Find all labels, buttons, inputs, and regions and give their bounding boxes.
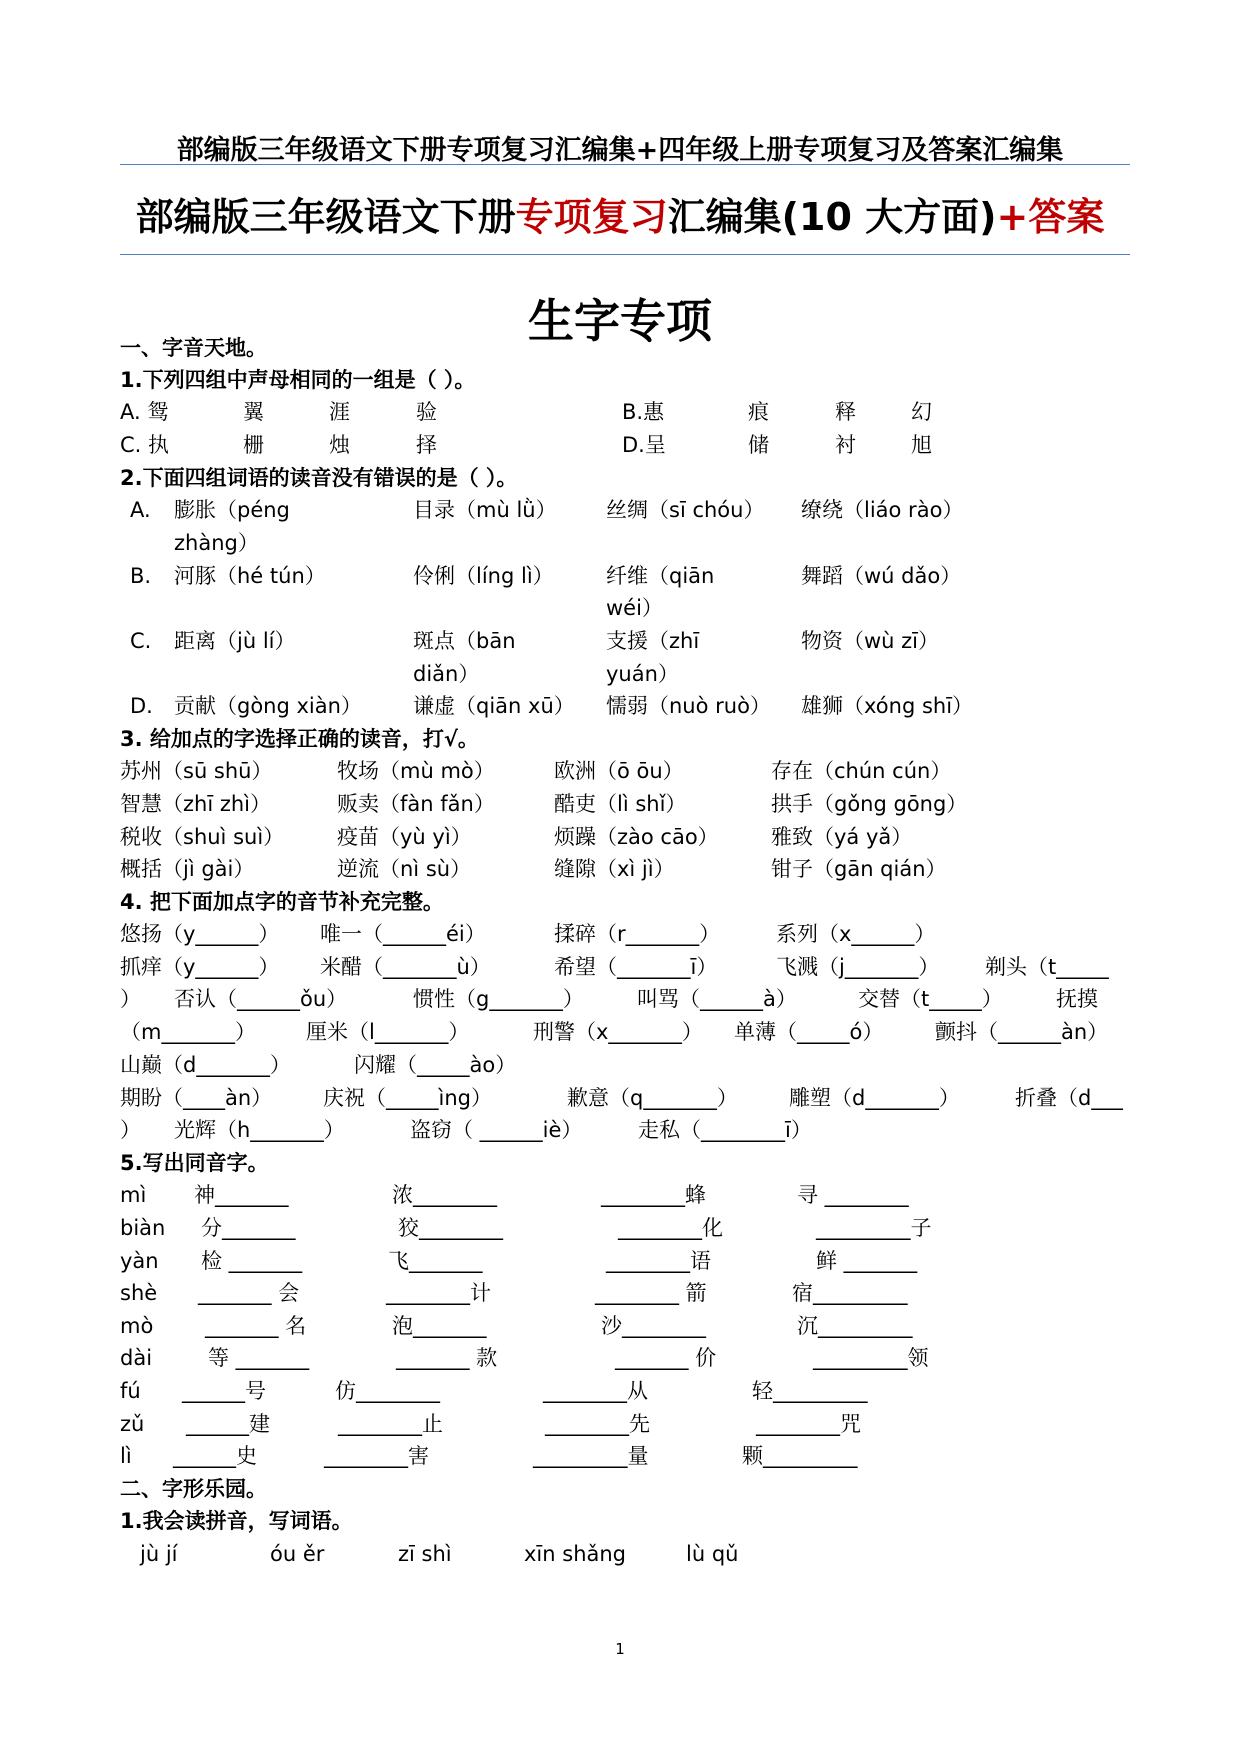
worksheet-text: 寻 ________ xyxy=(797,1183,909,1207)
title-divider xyxy=(120,254,1130,255)
worksheet-text: biàn xyxy=(120,1216,166,1240)
worksheet-text: shè xyxy=(120,1281,158,1305)
worksheet-line xyxy=(0,1342,1240,1375)
worksheet-text: 伶俐（líng lì） xyxy=(413,564,554,588)
page-number: 1 xyxy=(615,1640,625,1658)
worksheet-text: lù qǔ xyxy=(686,1542,739,1566)
worksheet-text: 雕塑（d_______） xyxy=(789,1086,960,1110)
worksheet-line xyxy=(0,1049,1240,1082)
worksheet-text: 欧洲（ō ōu） xyxy=(554,759,684,783)
worksheet-text: 叫骂（______à） xyxy=(637,987,797,1011)
worksheet-line xyxy=(0,1179,1240,1212)
worksheet-text: 雄狮（xóng shī） xyxy=(801,694,974,718)
worksheet-text: 抓痒（y______） xyxy=(120,955,280,979)
worksheet-text: ________咒 xyxy=(756,1412,861,1436)
worksheet-line xyxy=(0,788,1240,821)
worksheet-line xyxy=(0,1082,1240,1115)
worksheet-text: 缝隙（xì jì） xyxy=(554,857,675,881)
worksheet-text: 烛 xyxy=(329,433,350,457)
worksheet-text: 沉_________ xyxy=(797,1314,913,1338)
worksheet-line xyxy=(0,1147,1240,1180)
worksheet-text: _________领 xyxy=(813,1346,929,1370)
worksheet-text: ______史 xyxy=(173,1444,257,1468)
title-highlight: 专项复习 xyxy=(515,195,668,239)
worksheet-text: 唯一（______éi） xyxy=(320,922,486,946)
worksheet-text: 鲜 _______ xyxy=(816,1249,918,1273)
worksheet-text: ______建 xyxy=(186,1412,270,1436)
worksheet-text: ________先 xyxy=(545,1412,650,1436)
worksheet-line xyxy=(0,1016,1240,1049)
worksheet-text: 翼 xyxy=(243,400,264,424)
worksheet-line xyxy=(0,396,1240,429)
worksheet-text: 山巅（d_______） xyxy=(120,1053,291,1077)
worksheet-line xyxy=(0,755,1240,788)
worksheet-line xyxy=(0,625,1240,658)
worksheet-text: 颗_________ xyxy=(742,1444,858,1468)
worksheet-text: 沙________ xyxy=(601,1314,706,1338)
worksheet-text: yàn xyxy=(120,1249,159,1273)
question-heading: 1.我会读拼音，写词语。 xyxy=(120,1509,353,1533)
worksheet-line xyxy=(0,1375,1240,1408)
worksheet-text: 希望（_______ī） xyxy=(554,955,718,979)
worksheet-text: zhàng） xyxy=(174,531,259,555)
worksheet-line xyxy=(0,527,1240,560)
worksheet-text: 否认（______ǒu） xyxy=(174,987,348,1011)
worksheet-line xyxy=(0,853,1240,886)
question-heading: 2.下面四组词语的读音没有错误的是（ ）。 xyxy=(120,466,518,490)
title-part-c: 汇编集(10 大方面) xyxy=(667,195,997,239)
worksheet-line xyxy=(0,364,1240,397)
worksheet-text: 概括（jì gài） xyxy=(120,857,255,881)
worksheet-text: 疫苗（yù yì） xyxy=(337,825,472,849)
worksheet-text: 检 _______ xyxy=(201,1249,303,1273)
worksheet-line xyxy=(0,1310,1240,1343)
worksheet-text: 系列（x______） xyxy=(776,922,936,946)
worksheet-text: 厘米（l_______） xyxy=(306,1020,470,1044)
worksheet-line xyxy=(0,886,1240,919)
worksheet-text: 神_______ xyxy=(194,1183,289,1207)
worksheet-text: 择 xyxy=(416,433,437,457)
worksheet-text: 盗窃（ ______iè） xyxy=(410,1118,583,1142)
worksheet-text: 揉碎（r_______） xyxy=(554,922,721,946)
worksheet-text: 膨胀（péng xyxy=(174,498,290,522)
worksheet-line xyxy=(0,1277,1240,1310)
worksheet-text: 分_______ xyxy=(201,1216,296,1240)
worksheet-text: 贡献（gòng xiàn） xyxy=(174,694,362,718)
worksheet-text: 泡_______ xyxy=(392,1314,487,1338)
worksheet-text: diǎn） xyxy=(413,662,480,686)
worksheet-text: ________蜂 xyxy=(601,1183,706,1207)
document-header: 部编版三年级语文下册专项复习汇编集+四年级上册专项复习及答案汇编集 xyxy=(176,135,1064,166)
worksheet-text: jù jí xyxy=(140,1542,178,1566)
question-heading: 5.写出同音字。 xyxy=(120,1151,269,1175)
worksheet-text: _______ 价 xyxy=(615,1346,717,1370)
question-heading: 二、字形乐园。 xyxy=(120,1477,267,1501)
worksheet-text: ________语 xyxy=(606,1249,711,1273)
worksheet-line xyxy=(0,1440,1240,1473)
worksheet-text: 抚摸 xyxy=(1056,987,1098,1011)
worksheet-text: 丝绸（sī chóu） xyxy=(606,498,765,522)
worksheet-text: 仿________ xyxy=(335,1379,440,1403)
worksheet-line xyxy=(0,462,1240,495)
worksheet-text: mì xyxy=(120,1183,147,1207)
worksheet-text: ________化 xyxy=(618,1216,723,1240)
worksheet-line xyxy=(0,658,1240,691)
worksheet-text: óu ěr xyxy=(270,1542,325,1566)
worksheet-text: 缭绕（liáo rào） xyxy=(801,498,964,522)
worksheet-text: ） xyxy=(120,1118,141,1142)
worksheet-text: ________ 箭 xyxy=(595,1281,707,1305)
worksheet-text: 谦虚（qiān xū） xyxy=(413,694,575,718)
worksheet-text: 闪耀（_____ào） xyxy=(354,1053,517,1077)
worksheet-line xyxy=(0,1505,1240,1538)
worksheet-text: C. 执 xyxy=(120,433,170,457)
worksheet-text: B.惠 xyxy=(622,400,665,424)
worksheet-text: 飞溅（j_______） xyxy=(776,955,940,979)
worksheet-text: zǔ xyxy=(120,1412,145,1436)
worksheet-text: zī shì xyxy=(398,1542,452,1566)
worksheet-text: 纤维（qiān xyxy=(606,564,715,588)
worksheet-text: 单薄（_____ó） xyxy=(734,1020,884,1044)
worksheet-text: 轻_________ xyxy=(752,1379,868,1403)
worksheet-line xyxy=(0,983,1240,1016)
worksheet-text: 存在（chún cún） xyxy=(771,759,952,783)
worksheet-text: D.呈 xyxy=(622,433,666,457)
worksheet-text: 米醋（_______ù） xyxy=(320,955,491,979)
worksheet-text: yuán） xyxy=(606,662,679,686)
worksheet-line xyxy=(0,690,1240,723)
worksheet-text: 折叠（d___ xyxy=(1015,1086,1123,1110)
worksheet-text: 支援（zhī xyxy=(606,629,700,653)
worksheet-text: 旭 xyxy=(911,433,932,457)
worksheet-text: 期盼（____àn） xyxy=(120,1086,273,1110)
worksheet-line xyxy=(0,1245,1240,1278)
worksheet-text: 钳子（gān qián） xyxy=(771,857,947,881)
worksheet-text: 释 xyxy=(835,400,856,424)
worksheet-text: 狡________ xyxy=(398,1216,503,1240)
worksheet-text: ________止 xyxy=(338,1412,443,1436)
worksheet-text: lì xyxy=(120,1444,132,1468)
worksheet-text: 智慧（zhī zhì） xyxy=(120,792,272,816)
worksheet-text: _________量 xyxy=(533,1444,649,1468)
worksheet-text: 河豚（hé tún） xyxy=(174,564,326,588)
title-part-a: 部编版三年级语文下册 xyxy=(135,195,516,239)
worksheet-line xyxy=(0,332,1240,365)
worksheet-text: 颤抖（______àn） xyxy=(935,1020,1109,1044)
worksheet-text: 目录（mù lǜ） xyxy=(413,498,557,522)
worksheet-text: 栅 xyxy=(243,433,264,457)
worksheet-text: 舞蹈（wú dǎo） xyxy=(801,564,962,588)
worksheet-text: ________计 xyxy=(386,1281,491,1305)
worksheet-line xyxy=(0,494,1240,527)
worksheet-text: ________从 xyxy=(543,1379,648,1403)
worksheet-text: dài xyxy=(120,1346,153,1370)
worksheet-text: 走私（________ī） xyxy=(638,1118,812,1142)
worksheet-line xyxy=(0,1408,1240,1441)
worksheet-text: 衬 xyxy=(835,433,856,457)
worksheet-line xyxy=(0,1212,1240,1245)
worksheet-text: （m_______） xyxy=(120,1020,256,1044)
worksheet-text: 等 _______ xyxy=(208,1346,310,1370)
worksheet-text: 惯性（g_______） xyxy=(413,987,584,1011)
worksheet-text: 痕 xyxy=(748,400,769,424)
worksheet-text: 酷吏（lì shǐ） xyxy=(554,792,687,816)
worksheet-text: 烦躁（zào cāo） xyxy=(554,825,719,849)
worksheet-text: _______ 会 xyxy=(198,1281,300,1305)
worksheet-text: 刑警（x_______） xyxy=(533,1020,703,1044)
worksheet-line xyxy=(0,918,1240,951)
worksheet-text: mò xyxy=(120,1314,154,1338)
question-heading: 4. 把下面加点字的音节补充完整。 xyxy=(120,890,444,914)
worksheet-line xyxy=(0,1473,1240,1506)
worksheet-text: 幻 xyxy=(911,400,932,424)
worksheet-text: 距离（jù lí） xyxy=(174,629,296,653)
worksheet-line xyxy=(0,429,1240,462)
worksheet-text: fú xyxy=(120,1379,141,1403)
worksheet-text: A. 鸳 xyxy=(120,400,169,424)
worksheet-text: D. xyxy=(130,694,153,718)
worksheet-text: 剃头（t_____ xyxy=(985,955,1109,979)
worksheet-line xyxy=(0,821,1240,854)
worksheet-text: _______ 款 xyxy=(396,1346,498,1370)
worksheet-text: ） xyxy=(120,987,141,1011)
worksheet-text: B. xyxy=(130,564,152,588)
worksheet-line xyxy=(0,1538,1240,1571)
worksheet-text: 牧场（mù mò） xyxy=(337,759,495,783)
worksheet-text: 储 xyxy=(748,433,769,457)
worksheet-text: 拱手（gǒng gōng） xyxy=(771,792,968,816)
worksheet-line xyxy=(0,1114,1240,1147)
worksheet-text: 物资（wù zī） xyxy=(801,629,940,653)
worksheet-text: 斑点（bān xyxy=(413,629,516,653)
worksheet-text: 飞_______ xyxy=(388,1249,483,1273)
worksheet-line xyxy=(0,723,1240,756)
worksheet-line xyxy=(0,592,1240,625)
worksheet-text: 验 xyxy=(416,400,437,424)
worksheet-text: 雅致（yá yǎ） xyxy=(771,825,913,849)
worksheet-text: 浓________ xyxy=(392,1183,497,1207)
worksheet-text: xīn shǎng xyxy=(524,1542,627,1566)
question-heading: 一、字音天地。 xyxy=(120,336,267,360)
worksheet-text: 交替（t_____） xyxy=(858,987,1003,1011)
worksheet-text: 苏州（sū shū） xyxy=(120,759,273,783)
worksheet-text: C. xyxy=(130,629,152,653)
worksheet-text: A. xyxy=(130,498,151,522)
worksheet-text: 光辉（h_______） xyxy=(174,1118,345,1142)
worksheet-text: 涯 xyxy=(329,400,350,424)
worksheet-text: 庆祝（_____ìng） xyxy=(323,1086,492,1110)
worksheet-text: _________子 xyxy=(816,1216,932,1240)
question-heading: 1.下列四组中声母相同的一组是（ ）。 xyxy=(120,368,476,392)
worksheet-text: 贩卖（fàn fǎn） xyxy=(337,792,495,816)
worksheet-text: wéi） xyxy=(606,596,663,620)
worksheet-text: 税收（shuì suì） xyxy=(120,825,285,849)
worksheet-text: ________害 xyxy=(324,1444,429,1468)
worksheet-text: 宿_________ xyxy=(792,1281,908,1305)
worksheet-text: _______ 名 xyxy=(205,1314,307,1338)
worksheet-text: 懦弱（nuò ruò） xyxy=(606,694,771,718)
worksheet-text: 悠扬（y______） xyxy=(120,922,280,946)
document-title xyxy=(0,186,1240,241)
worksheet-line xyxy=(0,951,1240,984)
header-divider xyxy=(120,164,1130,165)
worksheet-text: ______号 xyxy=(182,1379,266,1403)
worksheet-line xyxy=(0,560,1240,593)
title-answers: +答案 xyxy=(996,195,1105,239)
worksheet-text: 逆流（nì sù） xyxy=(337,857,472,881)
question-heading: 3. 给加点的字选择正确的读音，打√。 xyxy=(120,727,479,751)
worksheet-text: 歉意（q_______） xyxy=(567,1086,738,1110)
section-title: 生字专项 xyxy=(528,294,712,348)
